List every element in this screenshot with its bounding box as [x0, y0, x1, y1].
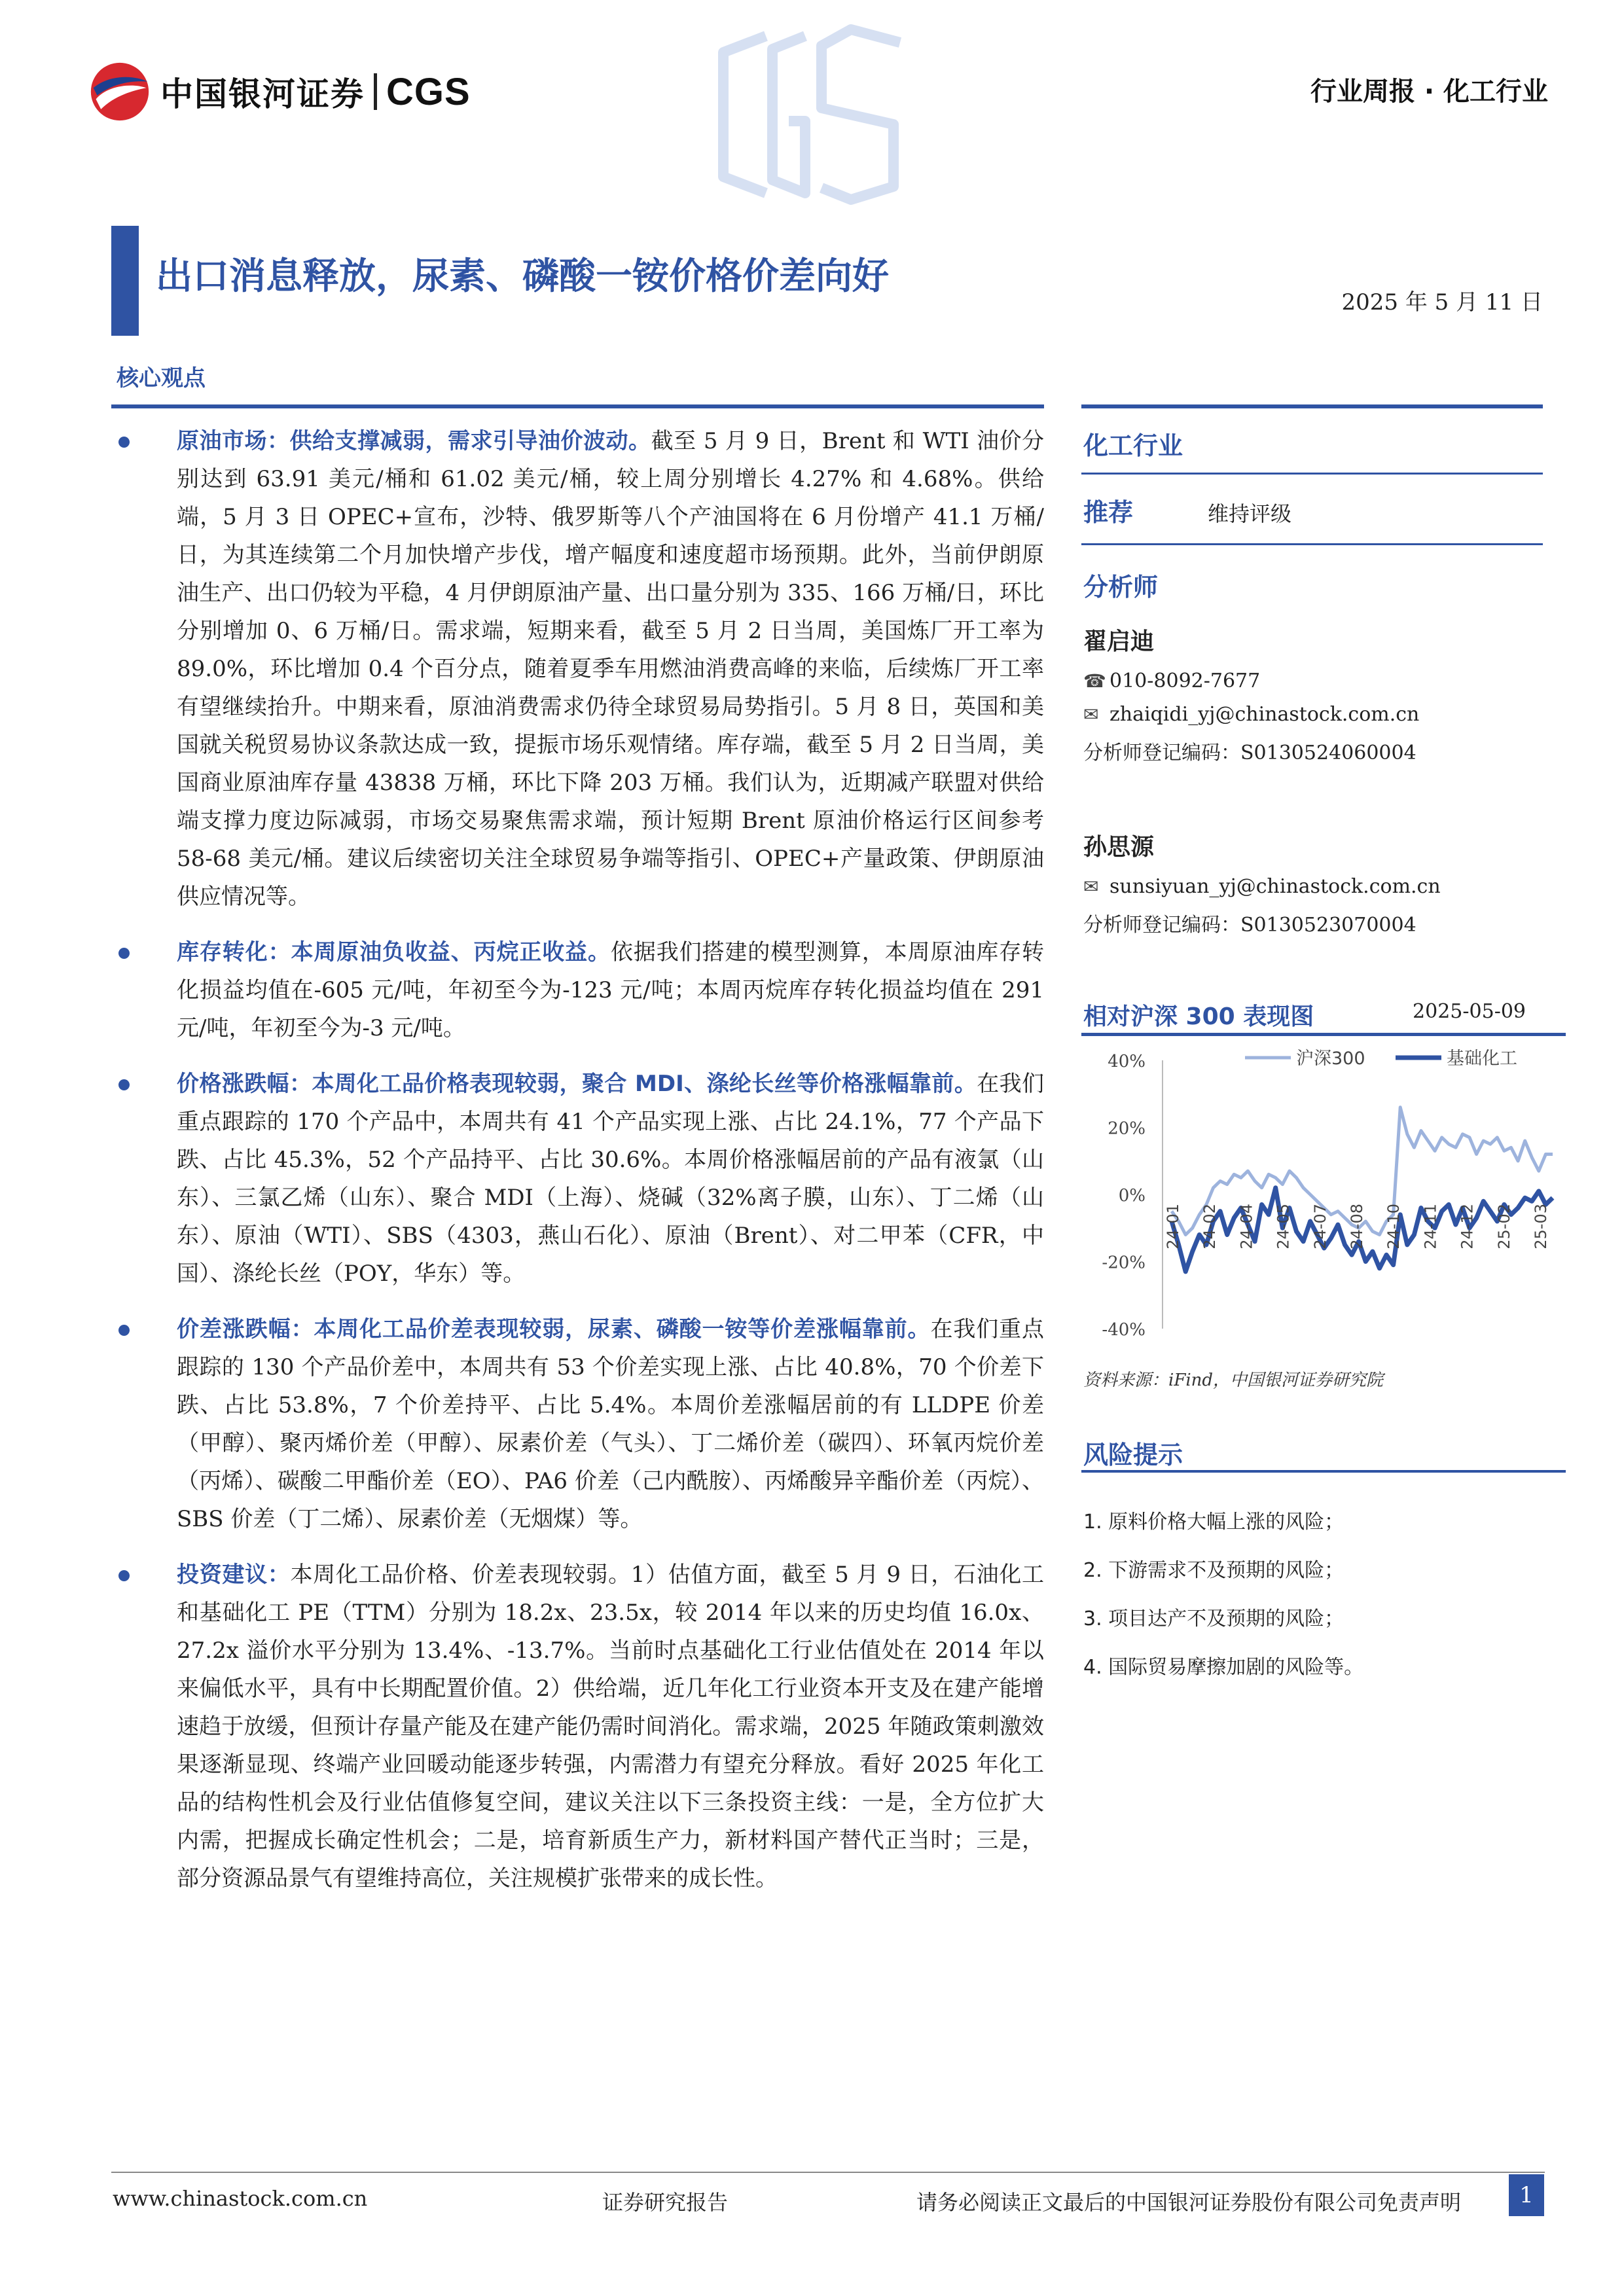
risk-rule — [1081, 1470, 1566, 1473]
bullet-heading: 价格涨跌幅：本周化工品价格表现较弱，聚合 MDI、涤纶长丝等价格涨幅靠前。 — [177, 1071, 977, 1097]
analyst-name: 翟启迪 — [1083, 628, 1155, 655]
x-tick-label: 24-02 — [1200, 1204, 1219, 1249]
chart-date: 2025-05-09 — [1413, 1000, 1526, 1023]
analyst-reg: 分析师登记编码：S0130524060004 — [1083, 742, 1416, 764]
cgs-watermark — [710, 16, 913, 213]
analyst-card — [1083, 623, 1419, 765]
x-tick-label: 24-05 — [1274, 1204, 1293, 1249]
bullet-body: 在我们重点跟踪的 130 个产品价差中，本周共有 53 个价差实现上涨、占比 40.8%，70 个价差下跌、占比 53.8%，7 个价差持平、占比 5.4%。本周价差涨幅居前的有 LLDPE 价差（甲醇）、聚丙烯价差（甲醇）、尿素价差（气头）、丁二烯价差（碳四）、环氧丙烷价差（丙烯）、碳酸二甲酯价差（EO）、PA6 价差（己内酰胺）、丙烯酸异辛酯价差（丙烷）、SBS 价差（丁二烯）、尿素价差（无烟煤）等。 — [177, 1316, 1045, 1532]
risk-heading: 风险提示 — [1083, 1441, 1183, 1469]
x-tick-label: 24-04 — [1237, 1204, 1256, 1249]
bullet-dot-icon — [118, 1570, 130, 1581]
footer-disclaimer: 请务必阅读正文最后的中国银河证券股份有限公司免责声明 — [916, 2190, 1462, 2215]
bullet-inventory — [115, 933, 1044, 1047]
bullet-dot-icon — [118, 1325, 130, 1336]
bullet-dot-icon — [118, 948, 130, 959]
logo-text-en: CGS — [386, 70, 471, 113]
mail-icon: ✉ — [1083, 704, 1099, 725]
bullet-dot-icon — [118, 1079, 130, 1090]
logo-text-cn: 中国银河证券 — [160, 75, 365, 113]
bullet-body: 依据我们搭建的模型测算，本周原油库存转化损益均值在-605 元/吨，年初至今为-123 元/吨；本周丙烷库存转化损益均值在 291 元/吨，年初至今为-3 元/吨。 — [177, 939, 1045, 1041]
galaxy-logo-icon — [88, 60, 151, 123]
recommendation-label: 推荐 — [1083, 498, 1134, 527]
analyst-phone: 010-8092-7677 — [1110, 670, 1261, 692]
chart-title: 相对沪深 300 表现图 — [1083, 1003, 1314, 1030]
risk-list — [1083, 1505, 1363, 1699]
risk-item: 4. 国际贸易摩擦加剧的风险等。 — [1083, 1656, 1364, 1679]
company-logo — [88, 59, 471, 124]
core-view-list — [115, 422, 1044, 1915]
mail-icon: ✉ — [1083, 876, 1099, 897]
y-tick-label: 0% — [1118, 1186, 1146, 1206]
sidebar-top-rule — [1081, 404, 1543, 408]
bullet-heading: 库存转化：本周原油负收益、丙烷正收益。 — [177, 939, 611, 965]
report-date: 2025 年 5 月 11 日 — [1341, 289, 1543, 315]
risk-item: 1. 原料价格大幅上涨的风险； — [1083, 1511, 1344, 1534]
bullet-investment — [115, 1556, 1044, 1897]
analyst-name: 孙思源 — [1083, 834, 1155, 861]
y-tick-label: -40% — [1102, 1320, 1146, 1340]
phone-icon: ☎ — [1083, 670, 1106, 692]
page-title: 出口消息释放，尿素、磷酸一铵价格价差向好 — [156, 255, 889, 298]
analyst-email[interactable]: zhaiqidi_yj@chinastock.com.cn — [1110, 703, 1420, 726]
report-type: 行业周报 · 化工行业 — [1310, 77, 1548, 107]
footer-url[interactable]: www.chinastock.com.cn — [113, 2186, 368, 2211]
x-tick-label: 24-08 — [1348, 1204, 1366, 1249]
bullet-heading: 投资建议： — [177, 1562, 291, 1588]
risk-item: 3. 项目达产不及预期的风险； — [1083, 1607, 1344, 1630]
chart-source: 资料来源：iFind，中国银河证券研究院 — [1083, 1371, 1384, 1390]
analyst-card — [1083, 829, 1441, 937]
analyst-heading: 分析师 — [1083, 573, 1159, 601]
y-tick-label: 20% — [1108, 1119, 1146, 1139]
analyst-email[interactable]: sunsiyuan_yj@chinastock.com.cn — [1110, 875, 1441, 898]
bullet-body: 本周化工品价格、价差表现较弱。1）估值方面，截至 5 月 9 日，石油化工和基础化工 PE（TTM）分别为 18.2x、23.5x，较 2014 年以来的历史均值 16.0x、27.2x 溢价水平分别为 13.4%、-13.7%。当前时点基础化工行业估值处在 2014 年以来偏低水平，具有中长期配置价值。2）供给端，近几年化工行业资本开支及在建产能增速趋于放缓，但预计存量产能及在建产能仍需时间消化。需求端，2025 年随政策刺激效果逐渐显现、终端产业回暖动能逐步转强，内需潜力有望充分释放。看好 2025 年化工品的结构性机会及行业估值修复空间，建议关注以下三条投资主线：一是，全方位扩大内需，把握成长确定性机会；二是，培育新质生产力，新材料国产替代正当时；三是，部分资源品景气有望维持高位，关注规模扩张带来的成长性。 — [177, 1562, 1045, 1892]
core-view-rule — [111, 404, 1044, 408]
footer-rule — [111, 2172, 1545, 2173]
sidebar-divider — [1081, 543, 1543, 545]
analyst-email-row — [1083, 875, 1441, 898]
analyst-phone-row — [1083, 670, 1419, 692]
bullet-heading: 价差涨跌幅：本周化工品价差表现较弱，尿素、磷酸一铵等价差涨幅靠前。 — [177, 1316, 931, 1342]
rating-value: 维持评级 — [1208, 501, 1292, 526]
sidebar-divider — [1081, 473, 1543, 475]
y-tick-label: -20% — [1102, 1253, 1146, 1273]
x-tick-label: 24-10 — [1384, 1204, 1403, 1249]
x-tick-label: 24-11 — [1421, 1204, 1440, 1249]
chart-rule — [1081, 1033, 1566, 1036]
sector-name: 化工行业 — [1083, 431, 1183, 460]
x-tick-label: 24-07 — [1310, 1204, 1329, 1249]
y-tick-label: 40% — [1108, 1052, 1146, 1071]
x-tick-label: 24-01 — [1164, 1204, 1182, 1249]
analyst-email-row — [1083, 703, 1419, 726]
bullet-heading: 原油市场：供给支撑减弱，需求引导油价波动。 — [177, 428, 651, 454]
page-number: 1 — [1509, 2174, 1544, 2216]
bullet-body: 截至 5 月 9 日，Brent 和 WTI 油价分别达到 63.91 美元/桶和 61.02 美元/桶，较上周分别增长 4.27% 和 4.68%。供给端，5 月 3 日 OPEC+宣布，沙特、俄罗斯等八个产油国将在 6 月份增产 41.1 万桶/日，为其连续第二个月加快增产步伐，增产幅度和速度超市场预期。此外，当前伊朗原油生产、出口仍较为平稳，4 月伊朗原油产量、出口量分别为 335、166 万桶/日，环比分别增加 0、6 万桶/日。需求端，短期来看，截至 5 月 2 日当周，美国炼厂开工率为 89.0%，环比增加 0.4 个百分点，随着夏季车用燃油消费高峰的来临，后续炼厂开工率有望继续抬升。中期来看，原油消费需求仍待全球贸易局势指引。5 月 8 日，英国和美国就关税贸易协议条款达成一致，提振市场乐观情绪。库存端，截至 5 月 2 日当周，美国商业原油库存量 43838 万桶，环比下降 203 万桶。我们认为，近期减产联盟对供给端支撑力度边际减弱，市场交易聚焦需求端，预计短期 Brent 原油价格运行区间参考 58-68 美元/桶。建议后续密切关注全球贸易争端等指引、OPEC+产量政策、伊朗原油供应情况等。 — [177, 428, 1044, 910]
bullet-crude-oil — [115, 422, 1044, 916]
title-accent-bar — [111, 226, 139, 336]
core-view-label: 核心观点 — [117, 365, 206, 391]
bullet-price-change — [115, 1065, 1044, 1293]
bullet-dot-icon — [118, 437, 130, 448]
x-tick-label: 25-02 — [1494, 1204, 1513, 1249]
logo-divider — [374, 73, 377, 110]
analyst-reg: 分析师登记编码：S0130523070004 — [1083, 914, 1416, 937]
relative-performance-chart — [1081, 1041, 1566, 1342]
footer-doc-type: 证券研究报告 — [602, 2190, 729, 2215]
x-tick-label: 24-12 — [1458, 1204, 1477, 1249]
x-tick-label: 25-03 — [1532, 1204, 1550, 1249]
legend-label: 沪深300 — [1296, 1049, 1365, 1069]
risk-item: 2. 下游需求不及预期的风险； — [1083, 1559, 1344, 1582]
bullet-spread-change — [115, 1310, 1044, 1538]
legend-label: 基础化工 — [1447, 1049, 1517, 1069]
bullet-body: 在我们重点跟踪的 170 个产品中，本周共有 41 个产品实现上涨、占比 24.1%，77 个产品下跌、占比 45.3%，52 个产品持平、占比 30.6%。本周价格涨幅居前的产品有液氯（山东）、三氯乙烯（山东）、聚合 MDI（上海）、烧碱（32%离子膜，山东）、丁二烯（山东）、原油（WTI）、SBS（4303，燕山石化）、原油（Brent）、对二甲苯（CFR，中国）、涤纶长丝（POY，华东）等。 — [177, 1071, 1044, 1287]
